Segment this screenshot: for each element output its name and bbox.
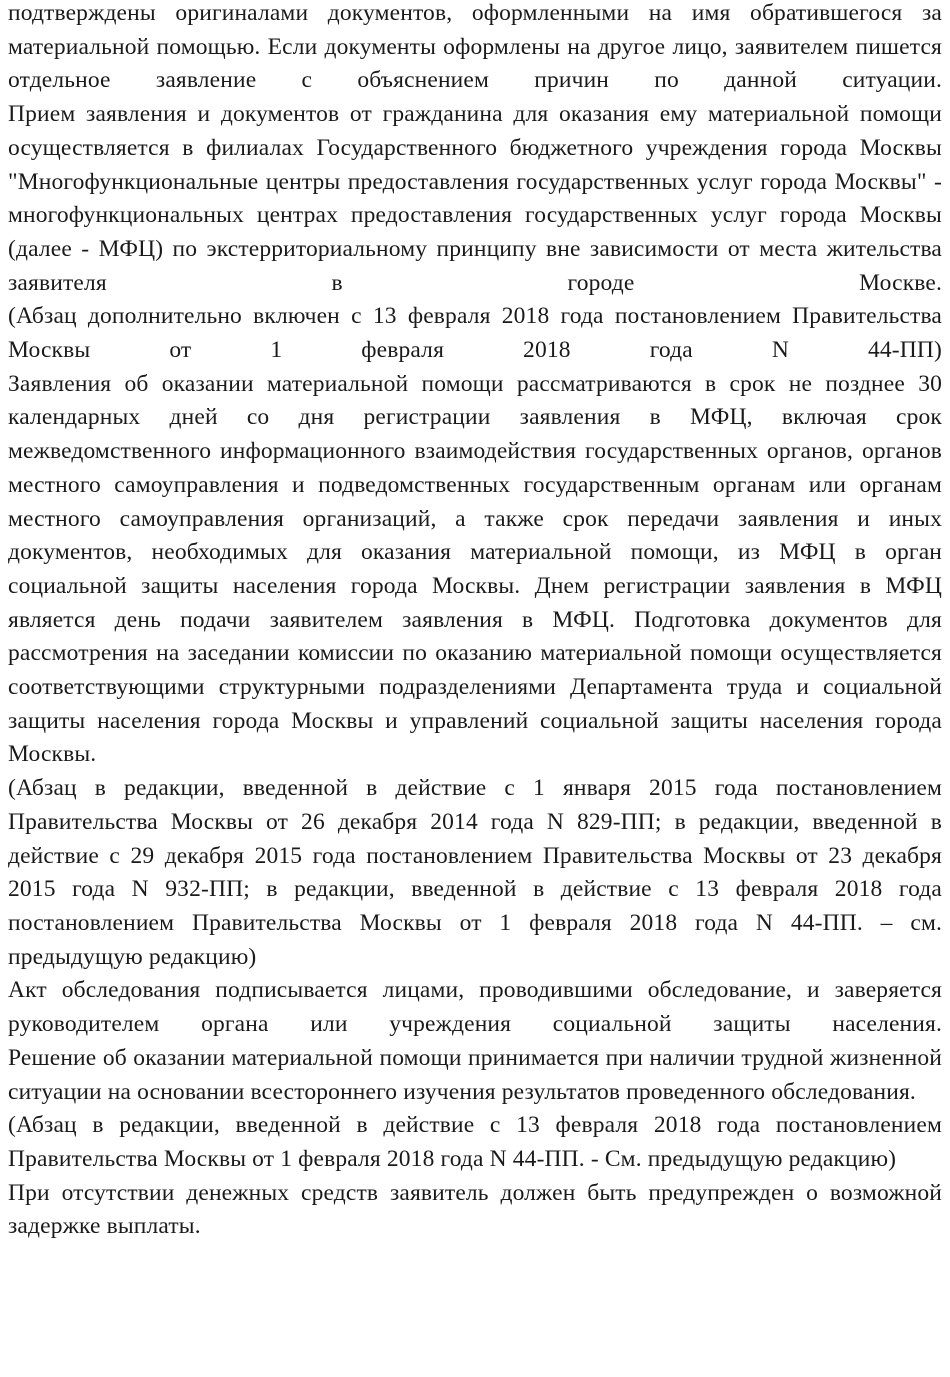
- paragraph-review-period: Заявления об оказании материальной помощи рассматриваются в срок не позднее 30 календарных дней со дня регистрации заявления в МФЦ, включая срок межведомственного информационного взаимодействия государственных органов, органов местного самоуправления и подведомственных государственным органам или органам местного самоуправления организаций, а также срок передачи заявления и иных документов, необходимых для оказания материальной помощи, из МФЦ в орган социальной защиты населения города Москвы. Днем регистрации заявления в МФЦ является день подачи заявителем заявления в МФЦ. Подготовка документов для рассмотрения на заседании комиссии по оказанию материальной помощи осуществляется соответствующими структурными подразделениями Департамента труда и социальной защиты населения города Москвы и управлений социальной защиты населения города Москвы.: [8, 370, 942, 768]
- paragraph-payment-delay-warning: При отсутствии денежных средств заявитель должен быть предупрежден о возможной задержке выплаты.: [8, 1179, 942, 1240]
- paragraph-amendment-note-2018: (Абзац дополнительно включен с 13 февраля 2018 года постановлением Правительства Москвы от 1 февраля 2018 года N 44-ПП): [8, 303, 942, 364]
- paragraph-inspection-act: Акт обследования подписывается лицами, проводившими обследование, и заверяется руководителем органа или учреждения социальной защиты населения.: [8, 977, 942, 1038]
- paragraph-amendment-note-2018-b: (Абзац в редакции, введенной в действие с 13 февраля 2018 года постановлением Правительства Москвы от 1 февраля 2018 года N 44-ПП. - См. предыдущую редакцию): [8, 1112, 942, 1172]
- paragraph-assistance-decision: Решение об оказании материальной помощи принимается при наличии трудной жизненной ситуации на основании всестороннего изучения результатов проведенного обследования.: [8, 1044, 942, 1105]
- paragraph-application-reception-mfc: Прием заявления и документов от гражданина для оказания ему материальной помощи осуществляется в филиалах Государственного бюджетного учреждения города Москвы "Многофункциональные центры предоставления государственных услуг города Москвы" - многофункциональных центрах предоставления государственных услуг города Москвы (далее - МФЦ) по экстерриториальному принципу вне зависимости от места жительства заявителя в городе Москве.: [8, 101, 942, 296]
- paragraph-amendment-note-2015: (Абзац в редакции, введенной в действие с 1 января 2015 года постановлением Правительства Москвы от 26 декабря 2014 года N 829-ПП; в редакции, введенной в действие с 29 декабря 2015 года постановлением Правительства Москвы от 23 декабря 2015 года N 932-ПП; в редакции, введенной в действие с 13 февраля 2018 года постановлением Правительства Москвы от 1 февраля 2018 года N 44-ПП. – см. предыдущую редакцию): [8, 775, 942, 970]
- paragraph-documents-confirmation: подтверждены оригиналами документов, оформленными на имя обратившегося за материальной помощью. Если документы оформлены на другое лицо, заявителем пишется отдельное заявление с объяснением причин по данной ситуации.: [8, 0, 942, 94]
